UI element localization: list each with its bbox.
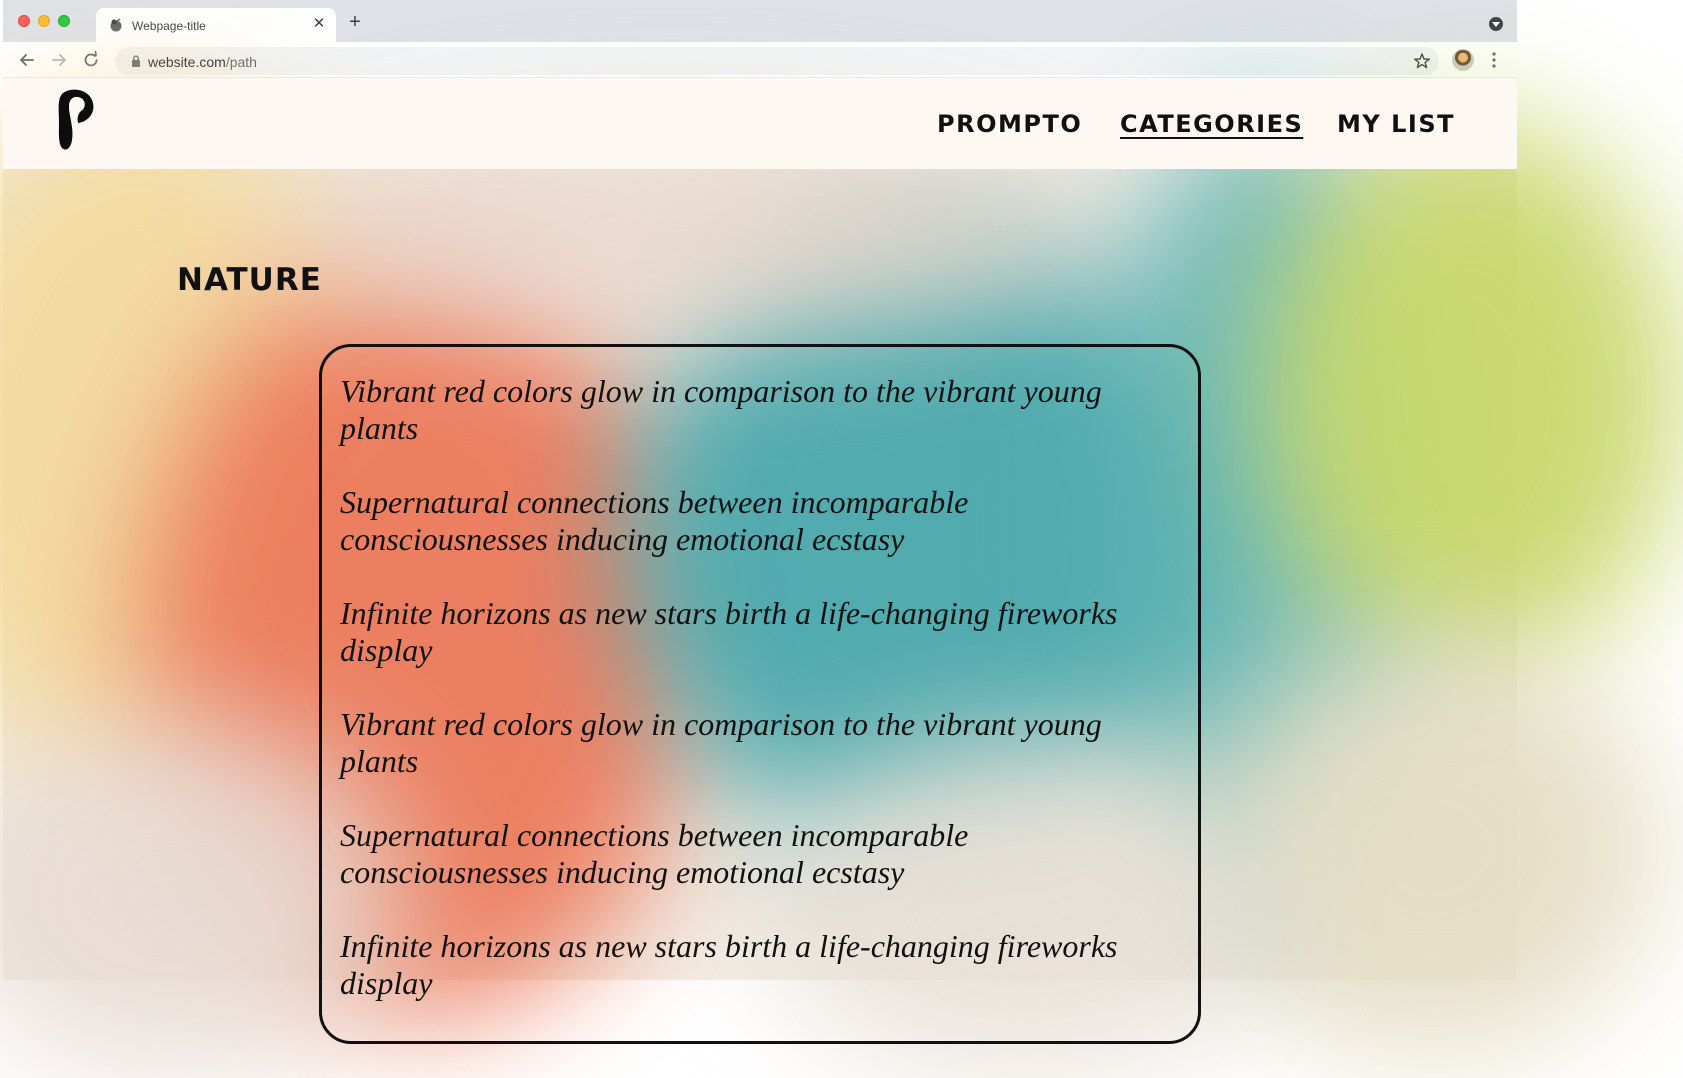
nav-my-list[interactable]: MY LIST: [1337, 110, 1455, 138]
forward-arrow-icon[interactable]: [49, 50, 69, 70]
prompt-item[interactable]: Infinite horizons as new stars birth a life-changing fireworks display: [340, 928, 1118, 1001]
nav-categories[interactable]: CATEGORIES: [1120, 110, 1304, 138]
web-page: [3, 78, 1517, 1001]
address-bar[interactable]: [115, 47, 1439, 75]
plus-icon[interactable]: +: [349, 11, 361, 33]
tab-strip: [3, 0, 1517, 42]
nav-prompto[interactable]: PROMPTO: [937, 110, 1083, 138]
tab-favicon-icon: [109, 18, 123, 32]
browser-toolbar: [3, 42, 1517, 78]
tab-title: Webpage-title: [132, 19, 206, 33]
lock-icon: [131, 55, 141, 67]
site-header: [3, 78, 1517, 169]
category-title: NATURE: [177, 262, 322, 298]
browser-window: [3, 0, 1517, 1001]
url-host: website.com: [148, 54, 226, 70]
prompt-item[interactable]: Supernatural connections between incomparable consciousnesses inducing emotional ecstasy: [340, 817, 969, 890]
site-logo[interactable]: [55, 88, 97, 152]
url-text: [148, 54, 257, 70]
minimize-window-button[interactable]: [38, 15, 50, 27]
back-arrow-icon[interactable]: [17, 50, 37, 70]
close-window-button[interactable]: [18, 15, 30, 27]
reload-icon[interactable]: [81, 50, 101, 70]
browser-tab[interactable]: [96, 8, 336, 42]
tab-search-icon[interactable]: [1489, 17, 1503, 31]
star-icon[interactable]: [1413, 52, 1431, 70]
close-icon[interactable]: ✕: [312, 15, 326, 32]
prompt-item[interactable]: Vibrant red colors glow in comparison to the vibrant young plants: [340, 373, 1102, 446]
prompt-list-box: [319, 344, 1201, 1044]
avatar[interactable]: [1452, 49, 1474, 71]
prompt-list: [322, 347, 1198, 1002]
prompt-item[interactable]: Vibrant red colors glow in comparison to the vibrant young plants: [340, 706, 1102, 779]
prompt-item[interactable]: Infinite horizons as new stars birth a life-changing fireworks display: [340, 595, 1118, 668]
prompt-item[interactable]: Supernatural connections between incomparable consciousnesses inducing emotional ecstasy: [340, 484, 969, 557]
kebab-menu-icon[interactable]: [1489, 51, 1499, 69]
maximize-window-button[interactable]: [58, 15, 70, 27]
url-path: /path: [225, 54, 257, 70]
